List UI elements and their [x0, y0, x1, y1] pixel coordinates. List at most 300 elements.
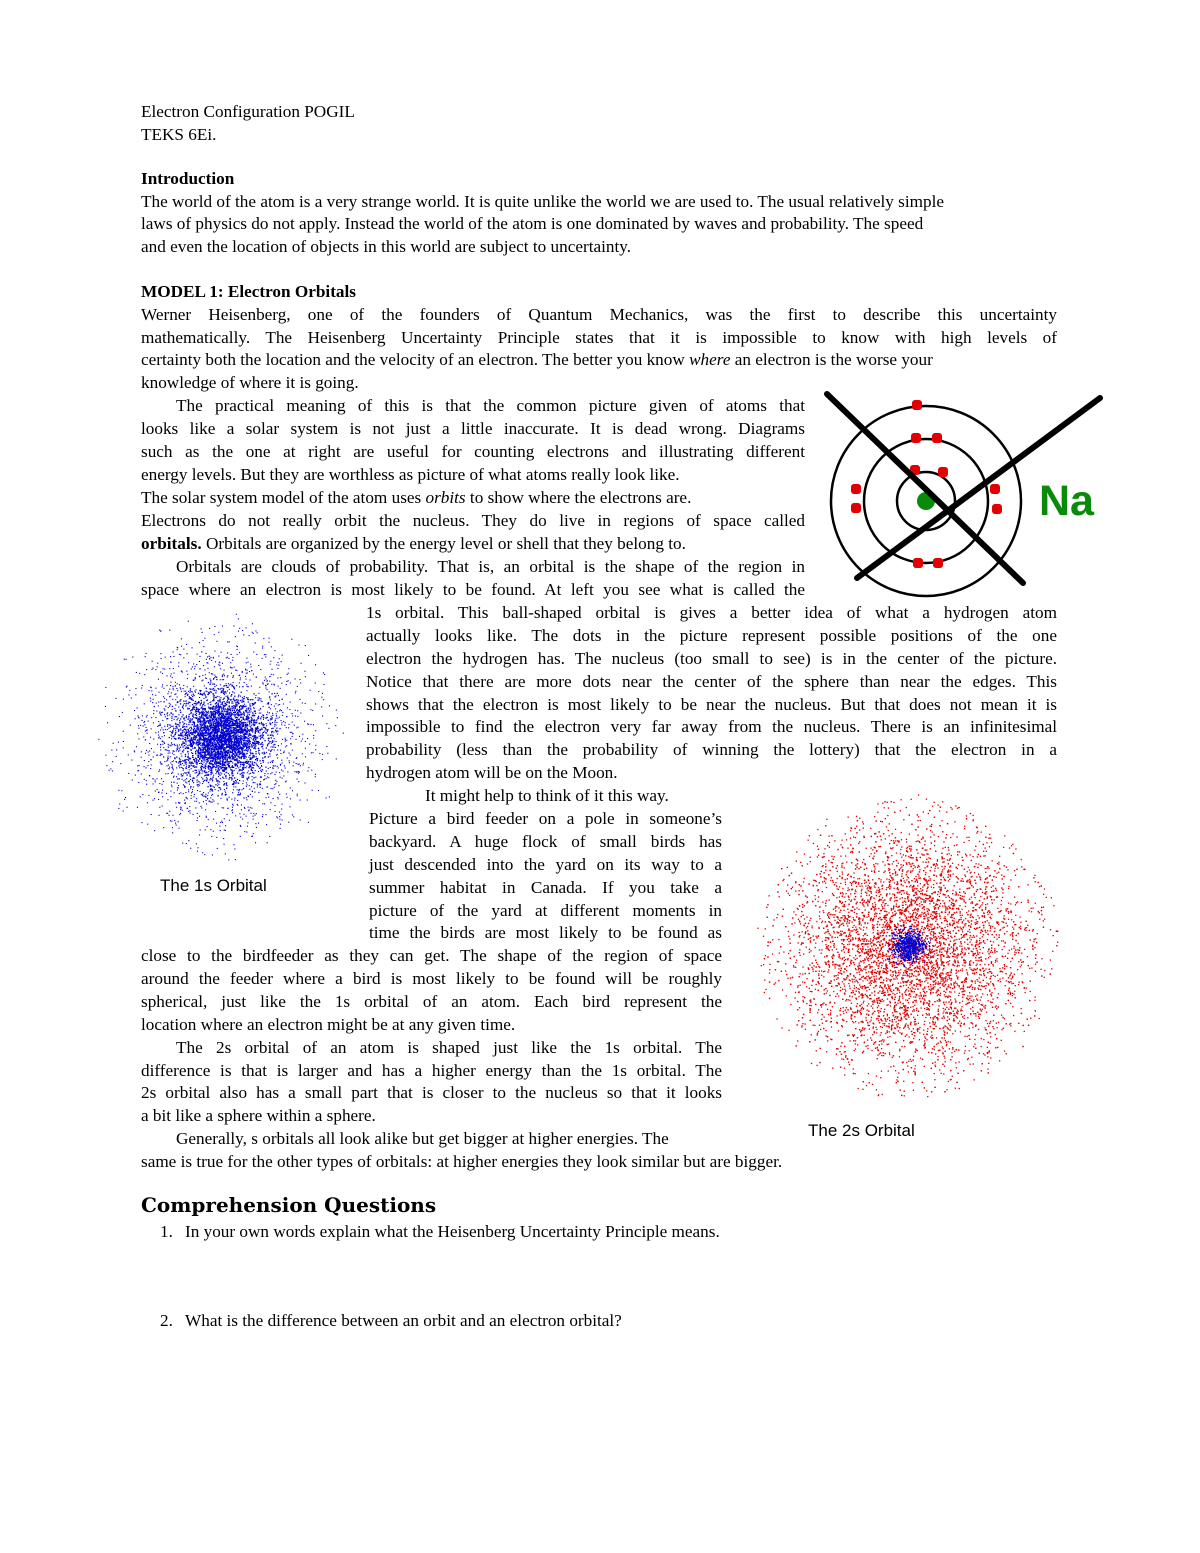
probability-dot — [249, 708, 250, 709]
probability-dot — [195, 666, 196, 667]
probability-dot — [193, 739, 194, 740]
probability-dot — [231, 745, 232, 746]
probability-dot — [231, 667, 232, 668]
probability-dot — [266, 729, 267, 730]
probability-dot — [226, 685, 227, 686]
probability-dot — [250, 706, 251, 707]
probability-dot — [204, 692, 205, 693]
probability-dot — [226, 705, 227, 706]
probability-dot — [158, 799, 159, 800]
probability-dot — [201, 751, 202, 752]
probability-dot — [231, 746, 232, 747]
probability-dot — [269, 753, 270, 754]
probability-dot — [246, 679, 247, 680]
probability-dot — [231, 723, 232, 724]
probability-dot — [246, 673, 247, 674]
probability-dot — [231, 703, 232, 704]
probability-dot — [194, 726, 195, 727]
probability-dot — [165, 706, 166, 707]
probability-dot — [286, 716, 287, 717]
probability-dot — [214, 720, 215, 721]
probability-dot — [190, 727, 191, 728]
probability-dot — [215, 708, 216, 709]
probability-dot — [215, 811, 216, 812]
probability-dot — [166, 699, 167, 700]
probability-dot — [116, 756, 117, 757]
probability-dot — [223, 767, 224, 768]
probability-dot — [196, 758, 197, 759]
probability-dot — [168, 773, 169, 774]
probability-dot — [210, 801, 211, 802]
probability-dot — [122, 712, 123, 713]
probability-dot — [274, 726, 275, 727]
probability-dot — [199, 759, 200, 760]
probability-dot — [244, 728, 245, 729]
probability-dot — [182, 775, 183, 776]
probability-dot — [301, 741, 302, 742]
probability-dot — [217, 848, 218, 849]
probability-dot — [261, 747, 262, 748]
probability-dot — [196, 717, 197, 718]
probability-dot — [201, 747, 202, 748]
probability-dot — [181, 691, 182, 692]
probability-dot — [212, 719, 213, 720]
probability-dot — [221, 721, 222, 722]
probability-dot — [184, 732, 185, 733]
probability-dot — [168, 765, 169, 766]
probability-dot — [201, 700, 202, 701]
probability-dot — [300, 713, 301, 714]
probability-dot — [229, 726, 230, 727]
probability-dot — [257, 758, 258, 759]
probability-dot — [265, 685, 266, 686]
probability-dot — [223, 807, 224, 808]
probability-dot — [272, 713, 273, 714]
probability-dot — [216, 823, 217, 824]
probability-dot — [274, 693, 275, 694]
probability-dot — [221, 726, 222, 727]
intro-line: The world of the atom is a very strange world. It is quite unlike the world we are used to. The usual relatively simple — [141, 192, 944, 211]
probability-dot — [112, 770, 113, 771]
probability-dot — [238, 792, 239, 793]
body-line: hydrogen atom will be on the Moon. — [366, 763, 618, 782]
probability-dot — [230, 760, 231, 761]
probability-dot — [202, 675, 203, 676]
probability-dot — [222, 676, 223, 677]
probability-dot — [221, 717, 222, 718]
probability-dot — [252, 705, 253, 706]
probability-dot — [154, 706, 155, 707]
probability-dot — [174, 820, 175, 821]
probability-dot — [188, 702, 189, 703]
probability-dot — [138, 725, 139, 726]
probability-dot — [220, 688, 221, 689]
probability-dot — [208, 771, 209, 772]
body-line: Werner Heisenberg, one of the founders of Quantum Mechanics, was the first to describe this uncertainty — [141, 305, 1057, 324]
probability-dot — [260, 700, 261, 701]
probability-dot — [211, 732, 212, 733]
probability-dot — [256, 722, 257, 723]
probability-dot — [150, 768, 151, 769]
probability-dot — [297, 716, 298, 717]
probability-dot — [288, 680, 289, 681]
probability-dot — [300, 800, 301, 801]
probability-dot — [337, 717, 338, 718]
probability-dot — [272, 693, 273, 694]
probability-dot — [226, 716, 227, 717]
probability-dot — [263, 748, 264, 749]
probability-dot — [240, 696, 241, 697]
probability-dot — [195, 747, 196, 748]
probability-dot — [275, 811, 276, 812]
probability-dot — [200, 752, 201, 753]
probability-dot — [199, 714, 200, 715]
probability-dot — [189, 780, 190, 781]
probability-dot — [244, 767, 245, 768]
probability-dot — [259, 723, 260, 724]
probability-dot — [183, 784, 184, 785]
probability-dot — [238, 618, 239, 619]
probability-dot — [253, 674, 254, 675]
probability-dot — [182, 751, 183, 752]
probability-dot — [236, 726, 237, 727]
probability-dot — [290, 787, 291, 788]
probability-dot — [231, 738, 232, 739]
probability-dot — [220, 697, 221, 698]
probability-dot — [268, 797, 269, 798]
probability-dot — [273, 765, 274, 766]
probability-dot — [196, 743, 197, 744]
probability-dot — [247, 779, 248, 780]
teks-label: TEKS 6Ei. — [141, 125, 217, 144]
probability-dot — [277, 662, 278, 663]
probability-dot — [205, 775, 206, 776]
probability-dot — [237, 721, 238, 722]
probability-dot — [217, 709, 218, 710]
probability-dot — [271, 684, 272, 685]
probability-dot — [278, 785, 279, 786]
probability-dot — [218, 774, 219, 775]
probability-dot — [202, 694, 203, 695]
probability-dot — [220, 830, 221, 831]
probability-dot — [182, 843, 183, 844]
probability-dot — [151, 764, 152, 765]
probability-dot — [176, 807, 177, 808]
probability-dot — [171, 718, 172, 719]
probability-dot — [272, 728, 273, 729]
probability-dot — [286, 684, 287, 685]
probability-dot — [169, 752, 170, 753]
probability-dot — [231, 695, 232, 696]
probability-dot — [234, 739, 235, 740]
electron — [992, 504, 1002, 514]
probability-dot — [168, 753, 169, 754]
probability-dot — [258, 730, 259, 731]
probability-dot — [301, 663, 302, 664]
probability-dot — [246, 778, 247, 779]
probability-dot — [240, 726, 241, 727]
probability-dot — [187, 774, 188, 775]
probability-dot — [253, 693, 254, 694]
probability-dot — [263, 719, 264, 720]
probability-dot — [193, 713, 194, 714]
probability-dot — [177, 790, 178, 791]
probability-dot — [198, 770, 199, 771]
probability-dot — [213, 801, 214, 802]
probability-dot — [270, 735, 271, 736]
probability-dot — [201, 680, 202, 681]
probability-dot — [183, 793, 184, 794]
probability-dot — [106, 765, 107, 766]
probability-dot — [246, 786, 247, 787]
probability-dot — [244, 738, 245, 739]
probability-dot — [218, 747, 219, 748]
probability-dot — [256, 720, 257, 721]
probability-dot — [275, 720, 276, 721]
probability-dot — [152, 702, 153, 703]
probability-dot — [237, 749, 238, 750]
probability-dot — [214, 730, 215, 731]
probability-dot — [181, 767, 182, 768]
probability-dot — [275, 708, 276, 709]
probability-dot — [276, 816, 277, 817]
probability-dot — [211, 749, 212, 750]
probability-dot — [189, 722, 190, 723]
probability-dot — [240, 717, 241, 718]
probability-dot — [249, 740, 250, 741]
probability-dot — [228, 706, 229, 707]
body-line: close to the birdfeeder as they can get. The shape of the region of space — [141, 946, 722, 965]
probability-dot — [123, 747, 124, 748]
probability-dot — [222, 714, 223, 715]
probability-dot — [207, 739, 208, 740]
probability-dot — [266, 725, 267, 726]
probability-dot — [209, 659, 210, 660]
probability-dot — [218, 712, 219, 713]
probability-dot — [207, 732, 208, 733]
model1-heading: MODEL 1: Electron Orbitals — [141, 282, 356, 301]
probability-dot — [315, 730, 316, 731]
probability-dot — [255, 697, 256, 698]
probability-dot — [267, 793, 268, 794]
probability-dot — [247, 670, 248, 671]
probability-dot — [172, 827, 173, 828]
probability-dot — [179, 758, 180, 759]
probability-dot — [277, 677, 278, 678]
probability-dot — [231, 799, 232, 800]
probability-dot — [188, 759, 189, 760]
probability-dot — [231, 673, 232, 674]
probability-dot — [150, 687, 151, 688]
probability-dot — [248, 770, 249, 771]
probability-dot — [251, 719, 252, 720]
probability-dot — [235, 760, 236, 761]
probability-dot — [262, 788, 263, 789]
probability-dot — [244, 808, 245, 809]
probability-dot — [229, 725, 230, 726]
probability-dot — [174, 708, 175, 709]
probability-dot — [236, 706, 237, 707]
probability-dot — [235, 734, 236, 735]
probability-dot — [217, 717, 218, 718]
probability-dot — [231, 752, 232, 753]
probability-dot — [208, 682, 209, 683]
probability-dot — [251, 699, 252, 700]
probability-dot — [182, 721, 183, 722]
probability-dot — [206, 691, 207, 692]
probability-dot — [229, 757, 230, 758]
probability-dot — [255, 746, 256, 747]
probability-dot — [190, 718, 191, 719]
probability-dot — [193, 814, 194, 815]
probability-dot — [268, 720, 269, 721]
probability-dot — [212, 674, 213, 675]
probability-dot — [300, 819, 301, 820]
probability-dot — [260, 767, 261, 768]
probability-dot — [247, 728, 248, 729]
probability-dot — [282, 739, 283, 740]
probability-dot — [187, 686, 188, 687]
probability-dot — [177, 697, 178, 698]
probability-dot — [230, 735, 231, 736]
probability-dot — [180, 738, 181, 739]
probability-dot — [167, 799, 168, 800]
probability-dot — [193, 721, 194, 722]
probability-dot — [258, 693, 259, 694]
probability-dot — [201, 794, 202, 795]
probability-dot — [214, 744, 215, 745]
probability-dot — [274, 721, 275, 722]
probability-dot — [105, 706, 106, 707]
probability-dot — [238, 740, 239, 741]
probability-dot — [224, 685, 225, 686]
probability-dot — [223, 781, 224, 782]
probability-dot — [167, 757, 168, 758]
probability-dot — [208, 711, 209, 712]
probability-dot — [239, 686, 240, 687]
probability-dot — [221, 652, 222, 653]
probability-dot — [171, 786, 172, 787]
probability-dot — [268, 762, 269, 763]
probability-dot — [214, 766, 215, 767]
probability-dot — [179, 654, 180, 655]
probability-dot — [246, 750, 247, 751]
probability-dot — [198, 760, 199, 761]
probability-dot — [175, 704, 176, 705]
probability-dot — [205, 730, 206, 731]
probability-dot — [273, 798, 274, 799]
probability-dot — [271, 717, 272, 718]
probability-dot — [255, 732, 256, 733]
probability-dot — [290, 738, 291, 739]
probability-dot — [210, 721, 211, 722]
probability-dot — [237, 722, 238, 723]
probability-dot — [182, 735, 183, 736]
probability-dot — [187, 709, 188, 710]
probability-dot — [247, 722, 248, 723]
probability-dot — [226, 657, 227, 658]
probability-dot — [218, 803, 219, 804]
probability-dot — [237, 734, 238, 735]
probability-dot — [221, 706, 222, 707]
probability-dot — [172, 730, 173, 731]
probability-dot — [175, 732, 176, 733]
probability-dot — [186, 782, 187, 783]
probability-dot — [272, 735, 273, 736]
probability-dot — [203, 640, 204, 641]
probability-dot — [275, 747, 276, 748]
probability-dot — [131, 698, 132, 699]
probability-dot — [245, 749, 246, 750]
probability-dot — [164, 669, 165, 670]
probability-dot — [312, 710, 313, 711]
probability-dot — [183, 770, 184, 771]
probability-dot — [151, 728, 152, 729]
probability-dot — [182, 707, 183, 708]
probability-dot — [260, 739, 261, 740]
probability-dot — [165, 716, 166, 717]
probability-dot — [228, 687, 229, 688]
probability-dot — [243, 725, 244, 726]
probability-dot — [241, 709, 242, 710]
probability-dot — [313, 738, 314, 739]
probability-dot — [241, 762, 242, 763]
probability-dot — [215, 676, 216, 677]
probability-dot — [182, 746, 183, 747]
probability-dot — [219, 781, 220, 782]
probability-dot — [202, 632, 203, 633]
probability-dot — [150, 737, 151, 738]
probability-dot — [267, 689, 268, 690]
probability-dot — [229, 755, 230, 756]
probability-dot — [193, 729, 194, 730]
probability-dot — [214, 732, 215, 733]
probability-dot — [141, 757, 142, 758]
probability-dot — [204, 720, 205, 721]
probability-dot — [228, 764, 229, 765]
probability-dot — [171, 821, 172, 822]
probability-dot — [203, 702, 204, 703]
probability-dot — [222, 807, 223, 808]
probability-dot — [218, 704, 219, 705]
probability-dot — [222, 756, 223, 757]
probability-dot — [250, 761, 251, 762]
probability-dot — [207, 760, 208, 761]
bold-orbitals: orbitals. — [141, 534, 202, 553]
probability-dot — [277, 693, 278, 694]
probability-dot — [262, 733, 263, 734]
probability-dot — [252, 632, 253, 633]
probability-dot — [207, 694, 208, 695]
probability-dot — [278, 695, 279, 696]
probability-dot — [252, 791, 253, 792]
probability-dot — [180, 730, 181, 731]
probability-dot — [280, 824, 281, 825]
probability-dot — [214, 651, 215, 652]
probability-dot — [170, 791, 171, 792]
probability-dot — [315, 703, 316, 704]
probability-dot — [220, 798, 221, 799]
probability-dot — [286, 727, 287, 728]
probability-dot — [248, 701, 249, 702]
probability-dot — [172, 768, 173, 769]
probability-dot — [290, 798, 291, 799]
probability-dot — [238, 783, 239, 784]
probability-dot — [250, 807, 251, 808]
probability-dot — [179, 750, 180, 751]
probability-dot — [241, 739, 242, 740]
probability-dot — [214, 626, 215, 627]
